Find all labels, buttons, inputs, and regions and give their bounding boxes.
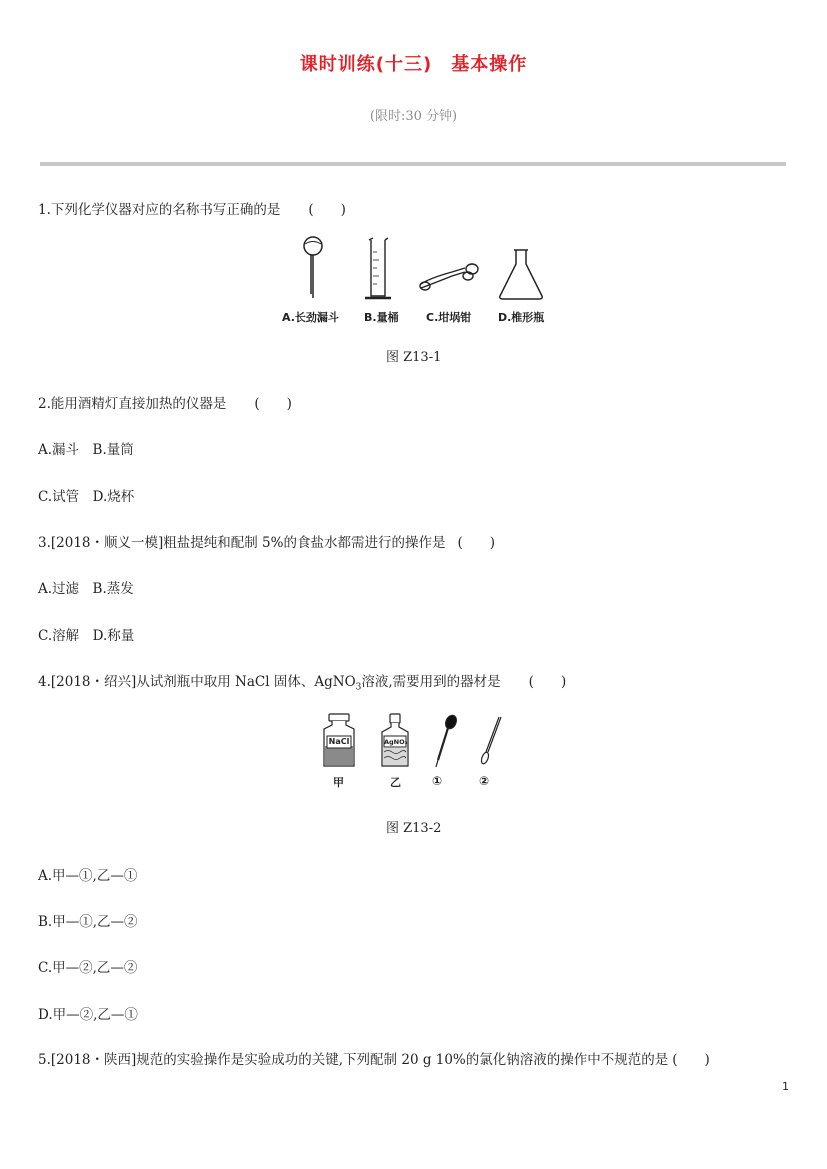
figure-1-label-c: C.坩埚钳 [426,311,472,324]
header-divider [40,162,786,166]
dropper-icon [436,714,458,767]
question-2-options-ab: A.漏斗 B.量筒 [38,442,134,458]
figure-1-label-b: B.量桶 [364,311,399,324]
question-4-option-d: D.甲—②,乙—① [38,1007,138,1023]
graduated-cylinder-icon [365,238,391,298]
medicine-spoon-icon [480,717,501,765]
figure-2-caption: 图 Z13-2 [386,821,442,836]
question-3-stem: 3.[2018・顺义一模]粗盐提纯和配制 5%的食盐水都需进行的操作是 [38,535,446,551]
figure-2-label-jia: 甲 [333,776,344,789]
question-4-stem-a: 4.[2018・绍兴]从试剂瓶中取用 NaCl 固体、AgNO [38,674,356,690]
question-4 [38,670,566,693]
answer-paren: ( ) [528,674,567,690]
time-limit: (限时:30 分钟) [369,109,458,124]
question-3-options-ab: A.过滤 B.蒸发 [38,581,134,597]
question-2-options-cd: C.试管 D.烧杯 [38,489,135,505]
nacl-bottle-label: NaCl [328,737,350,746]
long-neck-funnel-icon [304,237,322,298]
question-4-option-a: A.甲—①,乙—① [38,868,138,884]
crucible-tongs-icon [420,264,478,290]
figure-1-caption: 图 Z13-1 [386,350,442,365]
answer-paren: ( ) [308,202,346,218]
answer-paren: ( ) [672,1052,710,1068]
question-4-option-b: B.甲—①,乙—② [38,914,138,930]
figure-2-label-yi: 乙 [390,776,401,789]
question-3-options-cd: C.溶解 D.称量 [38,628,135,644]
question-1-stem: 1.下列化学仪器对应的名称书写正确的是 [38,202,281,218]
erlenmeyer-flask-icon [500,250,542,299]
figure-2-label-1: ① [432,774,443,788]
figure-1-label-d: D.椎形瓶 [498,311,545,324]
figure-z13-1 [280,232,560,304]
answer-paren: ( ) [254,396,292,412]
question-4-stem-b: 溶液,需要用到的器材是 [361,674,501,690]
question-5 [38,1048,710,1068]
figure-1-label-a: A.长劲漏斗 [282,311,339,324]
question-2-stem: 2.能用酒精灯直接加热的仪器是 [38,396,227,412]
answer-paren: ( ) [457,535,496,551]
agno3-bottle-label: AgNO₃ [384,738,408,746]
figure-2-label-2: ② [479,774,490,788]
question-4-subscript: 3 [355,682,362,693]
page-number: 1 [782,1080,789,1093]
question-2 [38,392,292,412]
question-3 [38,531,495,551]
page-title: 课时训练(十三) 基本操作 [299,54,528,75]
question-4-option-c: C.甲—②,乙—② [38,960,138,976]
question-5-stem: 5.[2018・陕西]规范的实验操作是实验成功的关键,下列配制 20 g 10%的氯化钠溶液的操作中不规范的是 [38,1052,669,1068]
question-1 [38,198,346,218]
